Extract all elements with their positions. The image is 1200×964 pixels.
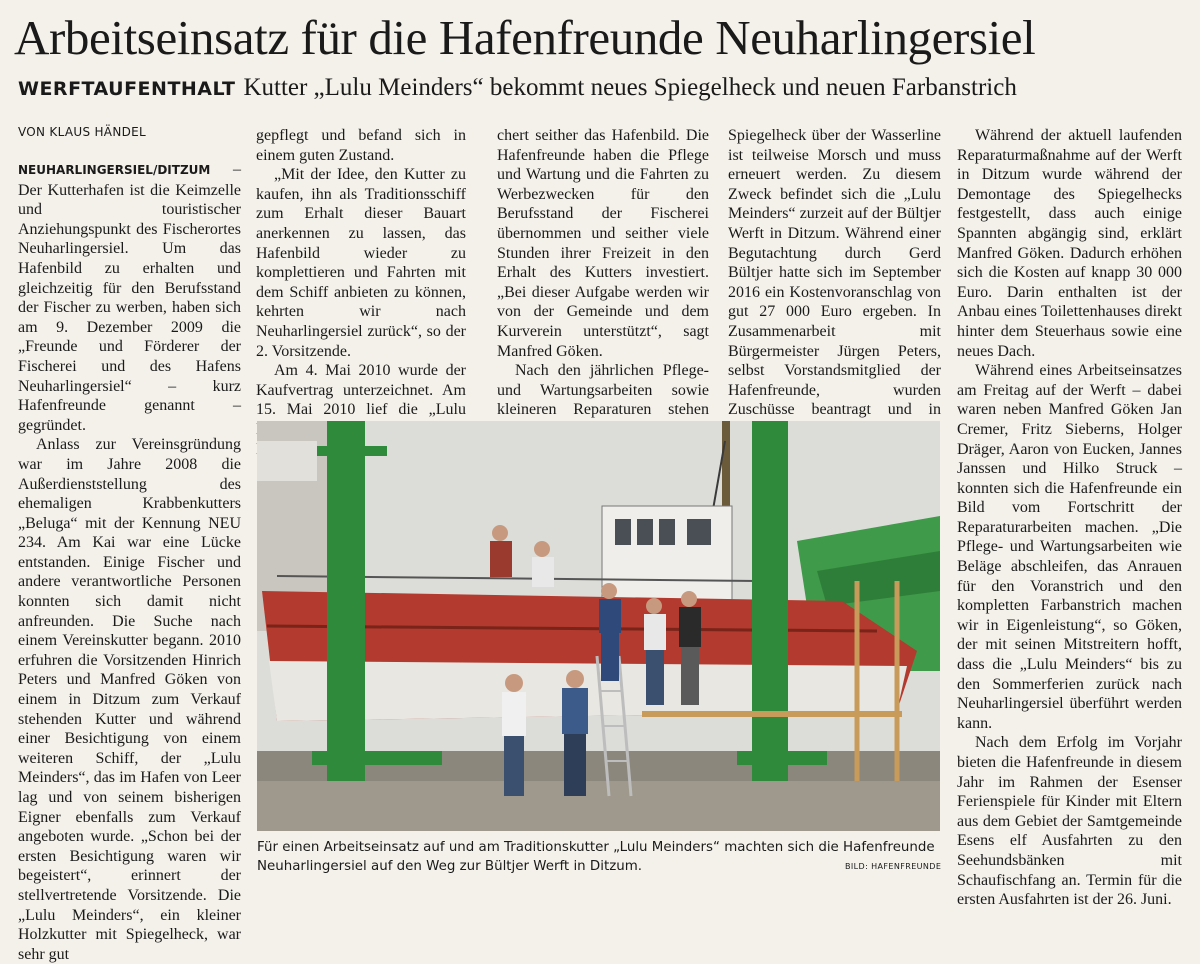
paragraph: gepflegt und befand sich in einem guten Zustand.	[256, 127, 466, 164]
text-column-4	[728, 126, 941, 419]
paragraph: – Der Kutterhafen ist die Keimzelle und touristischer Anziehungspunkt des Fischerortes Neuharlingersiel. Um das Hafenbild zu erhalten und gleichzeitig für den Berufsstand der Fischer zu werben, haben sich am 9. Dezember 2009 die „Freunde und Förderer der Fischerei und des Hafens Neuharlingersiel“ – kurz Hafenfreunde genannt – gegründet.	[18, 161, 241, 434]
person-figure	[679, 591, 701, 705]
subheadline: Kutter „Lulu Meinders“ bekommt neues Spiegelheck und neuen Farbanstrich	[243, 74, 1017, 101]
boat-scene-illustration	[257, 421, 940, 831]
text-column-5	[957, 126, 1182, 909]
person-figure	[562, 670, 588, 796]
paragraph: „Mit der Idee, den Kutter zu kaufen, ihn als Traditionsschiff zum Erhalt dieser Bauart anerkennen zu lassen, das Hafenbild wieder zu komplettieren und Fahrten mit dem Schiff anbieten zu können, kehrten wir nach Neuharlingersiel zurück“, so der 2. Vorsitzende.	[256, 166, 466, 360]
text-column-2	[256, 126, 466, 419]
person-figure	[644, 598, 666, 705]
paragraph: Während der aktuell laufenden Reparaturmaßnahme auf der Werft in Ditzum wurde während der Demontage des Spiegelhecks festgestellt, dass auch einige Spannten abgängig sind, erklärt Manfred Göken. Dadurch erhöhen sich die Kosten auf knapp 30 000 Euro. Darin enthalten ist der Anbau eines Toilettenhauses direkt hinter dem Steuerhaus sowie eine neues Dach.	[957, 127, 1182, 360]
photo-credit: BILD: HAFENFREUNDE	[845, 862, 942, 871]
kicker: WERFTAUFENTHALT	[18, 78, 236, 100]
subheadline-row	[18, 74, 1188, 102]
photo-caption: Für einen Arbeitseinsatz auf und am Traditionskutter „Lulu Meinders“ machten sich die Hafenfreunde Neuharlingersiel auf den Weg zur Bültjer Werft in Ditzum.	[257, 840, 935, 874]
paragraph: Anlass zur Vereinsgründung war im Jahre 2008 die Außerdienststellung des ehemaligen Krabbenkutters „Beluga“ mit der Kennung NEU 234. Am Kai war eine Lücke entstanden. Einige Fischer und andere verantwortliche Personen konnten sich damit nicht anfreunden. Die Suche nach einem Vereinskutter begann. 2010 erfuhren die Vorsitzenden Hinrich Peters und Manfred Göken von einem in Ditzum zum Verkauf stehenden Kutter und während einer Besichtigung von einem weiteren Schiff, der „Lulu Meinders“, das im Hafen von Leer lag und von seinem bisherigen Eigner ebenfalls zum Verkauf angeboten wurde. „Schon bei der ersten Besichtigung waren wir begeistert“, erinnert der stellvertretende Vorsitzende. Die „Lulu Meinders“, ein kleiner Holzkutter mit Spiegelheck, war sehr gut	[18, 436, 241, 963]
byline: VON KLAUS HÄNDEL	[18, 125, 147, 139]
paragraph: Spiegelheck über der Wasserline ist teilweise Morsch und muss erneuert werden. Zu diesem Zweck befindet sich die „Lulu Meinders“ zurzeit auf der Bültjer Werft in Ditzum. Während einer Begutachtung durch Gerd Bültjer hatte sich im September 2016 ein Kostenvoranschlag von gut 27 000 Euro ergeben. In Zusammenarbeit mit Bürgermeister Jürgen Peters, selbst Vorstandsmitglied der Hafenfreunde, wurden Zuschüsse beantragt und in	[728, 127, 941, 419]
paragraph: Nach den jährlichen Pflege- und Wartungsarbeiten sowie kleineren Reparaturen stehen	[497, 362, 709, 419]
shipyard-photo	[257, 421, 940, 831]
paragraph: Während eines Arbeitseinsatzes am Freitag auf der Werft – dabei waren neben Manfred Göken Jan Cremer, Fritz Sieberns, Holger Dräger, Aaron von Eucken, Jannes Janssen und Hilko Struck – konnten sich die Hafenfreunde ein Bild vom Fortschritt der Reparaturarbeiten machen. „Die Pflege- und Wartungsarbeiten wie Beläge abschleifen, das Anrauen für den Voranstrich und den kompletten Farbanstrich machen wir in Eigenleistung“, so Göken, der mit seinen Mitstreitern hofft, dass die „Lulu Meinders“ bis zu den Sommerferien zurück nach Neuharlingersiel überführt werden kann.	[957, 362, 1182, 732]
paragraph: Am 4. Mai 2010 wurde der Kaufvertrag unterzeichnet. Am 15. Mai 2010 lief die „Lulu	[256, 362, 466, 419]
dateline: NEUHARLINGERSIEL/DITZUM	[18, 163, 211, 177]
person-figure	[502, 674, 526, 796]
paragraph: Nach dem Erfolg im Vorjahr bieten die Hafenfreunde in diesem Jahr im Rahmen der Esenser Ferienspiele für Kinder mit Eltern aus dem Gebiet der Samtgemeinde Esens elf Ausfahrten zu den Seehundsbänken mit Schaufischfang an. Termin für die ersten Ausfahrten ist der 26. Juni.	[957, 734, 1182, 909]
paragraph: chert seither das Hafenbild. Die Hafenfreunde haben die Pflege und Wartung und die Fahrten zu Werbezwecken für den Berufsstand der Fischerei übernommen und seither viele Stunden ihrer Freizeit in den Erhalt des Kutters investiert. „Bei dieser Aufgabe werden wir von der Gemeinde und dem Kurverein unterstützt“, sagt Manfred Göken.	[497, 127, 709, 360]
text-column-3	[497, 126, 709, 419]
headline: Arbeitseinsatz für die Hafenfreunde Neuharlingersiel	[14, 10, 1036, 65]
text-column-1	[18, 160, 241, 963]
